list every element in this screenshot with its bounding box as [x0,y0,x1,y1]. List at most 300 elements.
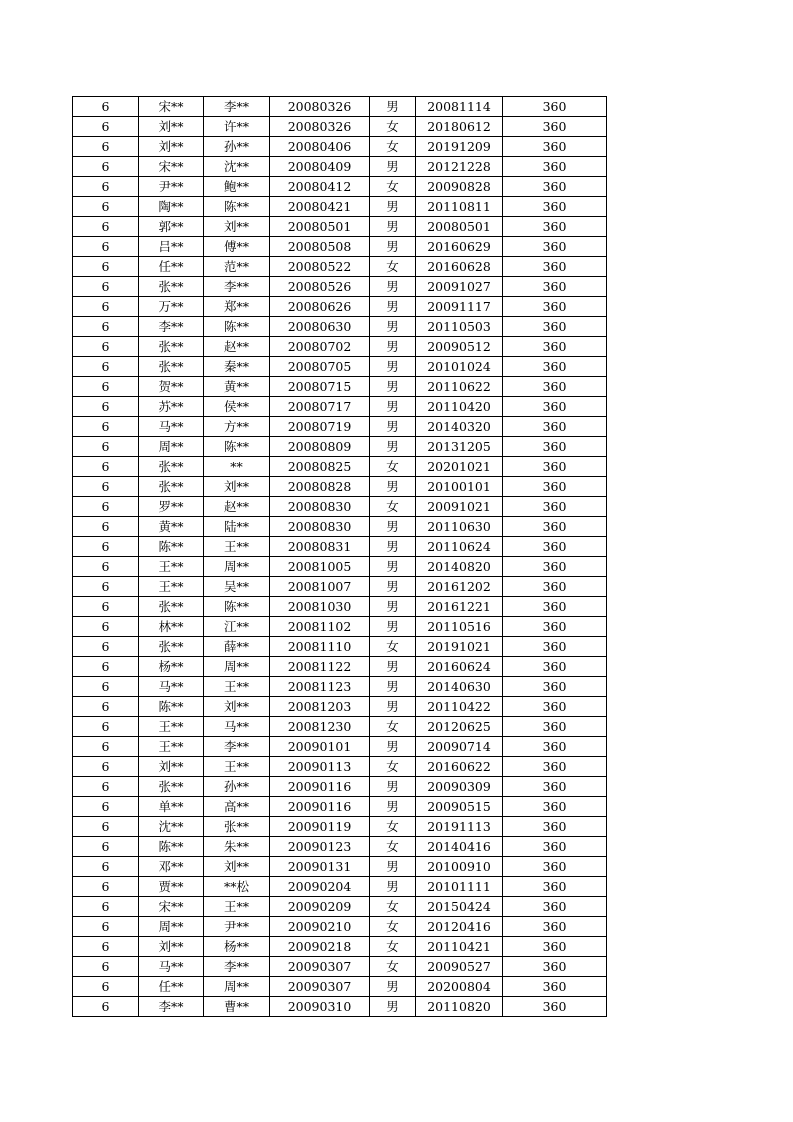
cell-name-a: 罗** [139,497,204,517]
table-row [73,157,607,177]
cell-amount: 360 [503,997,607,1017]
cell-level: 6 [73,317,139,337]
cell-name-a: 宋** [139,97,204,117]
cell-name-b: 李** [204,957,270,977]
cell-name-a: 马** [139,677,204,697]
cell-gender: 女 [370,917,416,937]
table-row [73,217,607,237]
cell-amount: 360 [503,897,607,917]
cell-date-a: 20081030 [270,597,370,617]
cell-name-a: 任** [139,977,204,997]
cell-amount: 360 [503,537,607,557]
cell-date-a: 20090209 [270,897,370,917]
cell-level: 6 [73,577,139,597]
cell-date-a: 20080406 [270,137,370,157]
cell-name-b: 周** [204,557,270,577]
cell-name-a: 张** [139,337,204,357]
cell-level: 6 [73,517,139,537]
cell-level: 6 [73,637,139,657]
cell-level: 6 [73,357,139,377]
cell-date-a: 20090113 [270,757,370,777]
table-row [73,597,607,617]
cell-name-b: 杨** [204,937,270,957]
cell-date-b: 20090527 [416,957,503,977]
cell-name-b: 黄** [204,377,270,397]
cell-date-a: 20090116 [270,777,370,797]
cell-name-b: 周** [204,657,270,677]
table-row [73,297,607,317]
cell-gender: 女 [370,757,416,777]
cell-gender: 男 [370,237,416,257]
cell-date-a: 20080715 [270,377,370,397]
cell-name-b: 吴** [204,577,270,597]
cell-gender: 女 [370,497,416,517]
cell-amount: 360 [503,197,607,217]
cell-gender: 女 [370,457,416,477]
cell-date-b: 20140416 [416,837,503,857]
cell-name-a: 万** [139,297,204,317]
cell-level: 6 [73,877,139,897]
cell-date-a: 20080630 [270,317,370,337]
table-row [73,977,607,997]
cell-level: 6 [73,777,139,797]
cell-date-b: 20180612 [416,117,503,137]
cell-date-b: 20160629 [416,237,503,257]
cell-name-b: 许** [204,117,270,137]
cell-date-a: 20080522 [270,257,370,277]
cell-amount: 360 [503,97,607,117]
cell-date-b: 20140320 [416,417,503,437]
cell-amount: 360 [503,457,607,477]
cell-amount: 360 [503,257,607,277]
cell-name-b: 郑** [204,297,270,317]
cell-name-b: 鲍** [204,177,270,197]
cell-name-b: 朱** [204,837,270,857]
cell-date-b: 20101111 [416,877,503,897]
cell-name-a: 张** [139,777,204,797]
cell-level: 6 [73,477,139,497]
table-row [73,797,607,817]
cell-amount: 360 [503,377,607,397]
cell-date-a: 20080705 [270,357,370,377]
cell-name-a: 沈** [139,817,204,837]
cell-gender: 女 [370,137,416,157]
cell-level: 6 [73,257,139,277]
cell-gender: 男 [370,797,416,817]
cell-name-b: **松 [204,877,270,897]
cell-date-b: 20110811 [416,197,503,217]
cell-date-a: 20080825 [270,457,370,477]
table-row [73,857,607,877]
cell-amount: 360 [503,477,607,497]
table-row [73,777,607,797]
cell-amount: 360 [503,917,607,937]
cell-name-a: 刘** [139,137,204,157]
cell-level: 6 [73,737,139,757]
cell-level: 6 [73,657,139,677]
cell-amount: 360 [503,717,607,737]
cell-name-a: 张** [139,637,204,657]
cell-gender: 女 [370,177,416,197]
cell-name-a: 李** [139,317,204,337]
cell-name-b: 孙** [204,777,270,797]
cell-name-b: 刘** [204,857,270,877]
cell-gender: 男 [370,317,416,337]
cell-date-a: 20090307 [270,977,370,997]
cell-date-b: 20110422 [416,697,503,717]
table-row [73,477,607,497]
table-body [73,97,607,1017]
cell-gender: 男 [370,337,416,357]
table-row [73,517,607,537]
cell-date-a: 20090310 [270,997,370,1017]
cell-date-b: 20110516 [416,617,503,637]
cell-amount: 360 [503,877,607,897]
table-row [73,97,607,117]
table-row [73,117,607,137]
cell-date-a: 20080326 [270,117,370,137]
data-table [72,96,607,1017]
cell-gender: 女 [370,257,416,277]
cell-name-a: 杨** [139,657,204,677]
cell-date-b: 20120416 [416,917,503,937]
cell-date-b: 20191209 [416,137,503,157]
cell-level: 6 [73,997,139,1017]
cell-name-b: 王** [204,677,270,697]
cell-gender: 男 [370,617,416,637]
cell-name-a: 吕** [139,237,204,257]
cell-name-b: 陈** [204,597,270,617]
cell-amount: 360 [503,677,607,697]
cell-date-b: 20201021 [416,457,503,477]
cell-amount: 360 [503,697,607,717]
cell-date-b: 20090828 [416,177,503,197]
cell-name-a: 马** [139,417,204,437]
cell-name-a: 陈** [139,697,204,717]
cell-name-b: 刘** [204,697,270,717]
cell-name-b: 沈** [204,157,270,177]
cell-name-b: 王** [204,897,270,917]
cell-date-a: 20081203 [270,697,370,717]
cell-date-a: 20080626 [270,297,370,317]
cell-amount: 360 [503,397,607,417]
cell-name-b: ** [204,457,270,477]
cell-name-a: 张** [139,477,204,497]
cell-name-b: 曹** [204,997,270,1017]
cell-amount: 360 [503,597,607,617]
cell-date-b: 20121228 [416,157,503,177]
cell-name-a: 刘** [139,117,204,137]
cell-amount: 360 [503,277,607,297]
cell-name-a: 周** [139,437,204,457]
cell-name-b: 孙** [204,137,270,157]
cell-date-a: 20081007 [270,577,370,597]
cell-name-a: 张** [139,457,204,477]
cell-amount: 360 [503,817,607,837]
cell-level: 6 [73,837,139,857]
table-row [73,717,607,737]
cell-gender: 男 [370,997,416,1017]
cell-name-a: 王** [139,737,204,757]
cell-level: 6 [73,917,139,937]
cell-name-a: 王** [139,557,204,577]
cell-date-b: 20161202 [416,577,503,597]
cell-date-a: 20090116 [270,797,370,817]
cell-name-b: 赵** [204,497,270,517]
cell-date-b: 20090512 [416,337,503,357]
cell-amount: 360 [503,417,607,437]
table-row [73,357,607,377]
cell-date-b: 20091027 [416,277,503,297]
cell-name-b: 刘** [204,477,270,497]
cell-name-a: 宋** [139,157,204,177]
cell-amount: 360 [503,237,607,257]
cell-level: 6 [73,617,139,637]
cell-amount: 360 [503,577,607,597]
cell-name-b: 刘** [204,217,270,237]
cell-name-a: 陈** [139,837,204,857]
cell-date-b: 20110421 [416,937,503,957]
cell-date-b: 20110622 [416,377,503,397]
cell-amount: 360 [503,837,607,857]
cell-name-b: 马** [204,717,270,737]
cell-date-b: 20131205 [416,437,503,457]
cell-gender: 女 [370,837,416,857]
cell-name-b: 方** [204,417,270,437]
cell-level: 6 [73,197,139,217]
cell-date-b: 20091021 [416,497,503,517]
cell-level: 6 [73,717,139,737]
cell-gender: 女 [370,957,416,977]
cell-level: 6 [73,177,139,197]
cell-gender: 男 [370,777,416,797]
table-row [73,457,607,477]
cell-level: 6 [73,377,139,397]
table-row [73,897,607,917]
cell-gender: 男 [370,737,416,757]
cell-date-b: 20090309 [416,777,503,797]
cell-amount: 360 [503,337,607,357]
cell-gender: 女 [370,717,416,737]
cell-date-a: 20080409 [270,157,370,177]
cell-gender: 男 [370,537,416,557]
cell-level: 6 [73,597,139,617]
cell-date-a: 20090218 [270,937,370,957]
cell-name-a: 任** [139,257,204,277]
cell-date-b: 20140630 [416,677,503,697]
table-row [73,237,607,257]
cell-date-a: 20080830 [270,517,370,537]
cell-name-b: 秦** [204,357,270,377]
cell-level: 6 [73,557,139,577]
cell-level: 6 [73,297,139,317]
cell-name-b: 江** [204,617,270,637]
table-row [73,417,607,437]
cell-name-b: 陈** [204,197,270,217]
cell-amount: 360 [503,317,607,337]
cell-level: 6 [73,957,139,977]
cell-date-a: 20081005 [270,557,370,577]
cell-date-b: 20110624 [416,537,503,557]
table-row [73,497,607,517]
cell-level: 6 [73,437,139,457]
cell-gender: 男 [370,277,416,297]
cell-level: 6 [73,797,139,817]
cell-gender: 男 [370,357,416,377]
cell-level: 6 [73,537,139,557]
cell-gender: 男 [370,877,416,897]
table-row [73,377,607,397]
cell-date-b: 20101024 [416,357,503,377]
cell-level: 6 [73,237,139,257]
cell-date-a: 20081123 [270,677,370,697]
cell-amount: 360 [503,137,607,157]
cell-name-a: 林** [139,617,204,637]
cell-gender: 女 [370,117,416,137]
cell-level: 6 [73,117,139,137]
cell-date-a: 20090119 [270,817,370,837]
cell-amount: 360 [503,557,607,577]
cell-level: 6 [73,757,139,777]
cell-level: 6 [73,857,139,877]
cell-date-a: 20090307 [270,957,370,977]
cell-date-a: 20080421 [270,197,370,217]
cell-amount: 360 [503,777,607,797]
cell-date-b: 20080501 [416,217,503,237]
cell-amount: 360 [503,217,607,237]
cell-date-b: 20081114 [416,97,503,117]
cell-name-a: 刘** [139,757,204,777]
cell-name-b: 陆** [204,517,270,537]
table-row [73,937,607,957]
cell-name-b: 陈** [204,437,270,457]
cell-name-a: 黄** [139,517,204,537]
cell-date-b: 20090515 [416,797,503,817]
cell-name-a: 王** [139,577,204,597]
cell-level: 6 [73,497,139,517]
cell-gender: 女 [370,897,416,917]
cell-date-a: 20081110 [270,637,370,657]
cell-name-a: 郭** [139,217,204,237]
cell-gender: 女 [370,937,416,957]
cell-gender: 男 [370,397,416,417]
table-row [73,677,607,697]
cell-level: 6 [73,677,139,697]
table-row [73,177,607,197]
cell-level: 6 [73,937,139,957]
cell-amount: 360 [503,437,607,457]
cell-gender: 男 [370,657,416,677]
cell-level: 6 [73,697,139,717]
table-row [73,837,607,857]
cell-name-b: 王** [204,537,270,557]
cell-gender: 女 [370,637,416,657]
table-row [73,617,607,637]
table-row [73,657,607,677]
cell-level: 6 [73,417,139,437]
table-row [73,557,607,577]
cell-name-a: 李** [139,997,204,1017]
cell-gender: 男 [370,297,416,317]
cell-level: 6 [73,217,139,237]
cell-date-b: 20150424 [416,897,503,917]
cell-date-a: 20090123 [270,837,370,857]
cell-date-b: 20161221 [416,597,503,617]
table-row [73,737,607,757]
cell-date-a: 20080809 [270,437,370,457]
cell-gender: 男 [370,197,416,217]
cell-level: 6 [73,897,139,917]
cell-name-b: 侯** [204,397,270,417]
cell-amount: 360 [503,657,607,677]
table-row [73,197,607,217]
table-row [73,817,607,837]
cell-gender: 男 [370,577,416,597]
cell-amount: 360 [503,497,607,517]
table-row [73,997,607,1017]
cell-gender: 男 [370,157,416,177]
cell-date-a: 20080508 [270,237,370,257]
cell-name-a: 周** [139,917,204,937]
cell-name-b: 傅** [204,237,270,257]
cell-level: 6 [73,277,139,297]
cell-date-a: 20090210 [270,917,370,937]
cell-date-a: 20081230 [270,717,370,737]
cell-date-b: 20100101 [416,477,503,497]
cell-name-a: 陈** [139,537,204,557]
cell-gender: 男 [370,697,416,717]
table-row [73,577,607,597]
table-row [73,257,607,277]
table-row [73,397,607,417]
cell-date-a: 20080412 [270,177,370,197]
cell-date-b: 20200804 [416,977,503,997]
cell-level: 6 [73,817,139,837]
cell-date-b: 20120625 [416,717,503,737]
cell-date-b: 20110630 [416,517,503,537]
cell-name-a: 张** [139,277,204,297]
cell-date-b: 20110820 [416,997,503,1017]
table-row [73,317,607,337]
cell-amount: 360 [503,117,607,137]
cell-gender: 男 [370,417,416,437]
cell-name-a: 邓** [139,857,204,877]
cell-amount: 360 [503,737,607,757]
cell-date-a: 20080501 [270,217,370,237]
cell-amount: 360 [503,297,607,317]
table-row [73,697,607,717]
cell-date-a: 20090131 [270,857,370,877]
table-row [73,137,607,157]
cell-name-a: 贾** [139,877,204,897]
cell-date-a: 20080831 [270,537,370,557]
cell-name-b: 赵** [204,337,270,357]
cell-date-a: 20090101 [270,737,370,757]
cell-name-b: 范** [204,257,270,277]
cell-date-b: 20091117 [416,297,503,317]
table-row [73,877,607,897]
cell-date-a: 20080828 [270,477,370,497]
cell-gender: 男 [370,597,416,617]
cell-date-a: 20080830 [270,497,370,517]
cell-level: 6 [73,397,139,417]
cell-name-a: 马** [139,957,204,977]
table-row [73,537,607,557]
cell-date-a: 20090204 [270,877,370,897]
cell-amount: 360 [503,177,607,197]
cell-amount: 360 [503,157,607,177]
cell-name-a: 陶** [139,197,204,217]
